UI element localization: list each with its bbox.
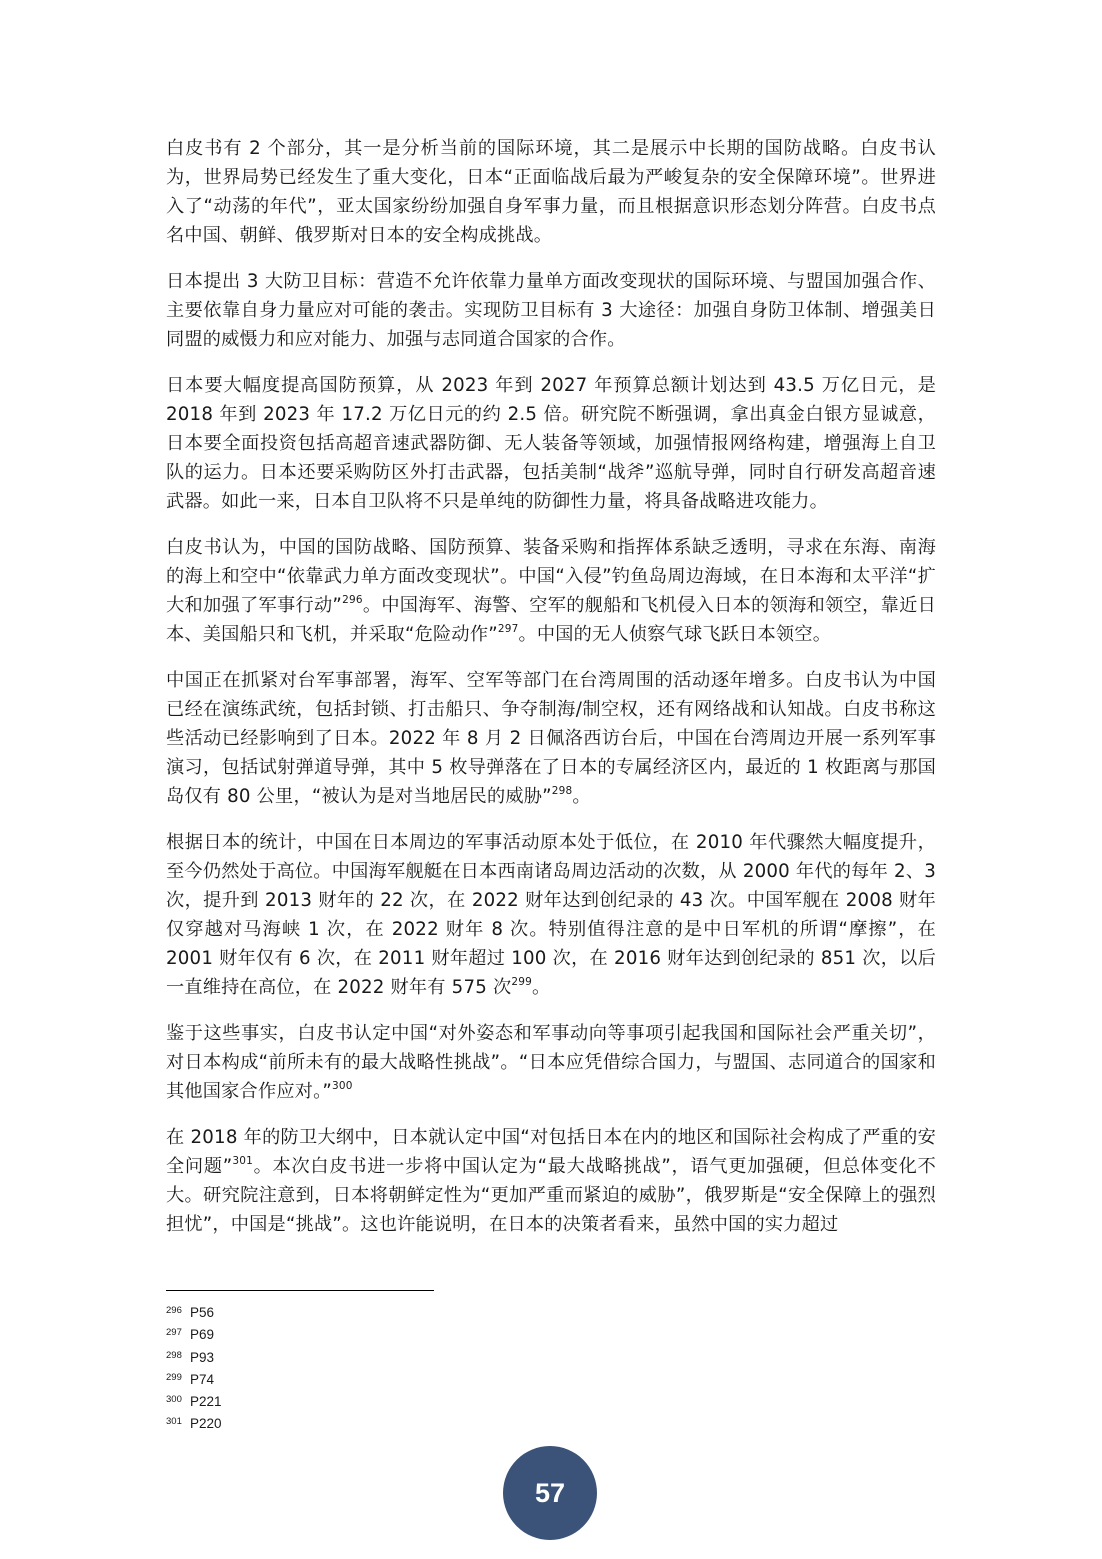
footnote-text: P221 bbox=[190, 1394, 222, 1410]
footnote-item bbox=[166, 1301, 566, 1323]
paragraph-text: 日本要大幅度提高国防预算，从 2023 年到 2027 年预算总额计划达到 43.5 万亿日元，是 2018 年到 2023 年 17.2 万亿日元的约 2.5 倍。研究院不断强调，拿出真金白银方显诚意，日本要全面投资包括高超音速武器防御、无人装备等领域，加强情报网络构建，增强海上自卫队的运力。日本还要采购防区外打击武器，包括美制“战斧”巡航导弹，同时自行研发高超音速武器。如此一来，日本自卫队将不只是单纯的防御性力量，将具备战略进攻能力。 bbox=[166, 375, 936, 512]
paragraph-text: 鉴于这些事实，白皮书认定中国“对外姿态和军事动向等事项引起我国和国际社会严重关切”，对日本构成“前所未有的最大战略性挑战”。“日本应凭借综合国力，与盟国、志同道合的国家和其他国家合作应对。” bbox=[166, 1023, 936, 1102]
footnote-ref[interactable]: 300 bbox=[332, 1079, 353, 1092]
paragraph-text: 根据日本的统计，中国在日本周边的军事活动原本处于低位，在 2010 年代骤然大幅度提升，至今仍然处于高位。中国海军舰艇在日本西南诸岛周边活动的次数，从 2000 年代的每年 2、3 次，提升到 2013 财年的 22 次，在 2022 财年达到创纪录的 43 次。中国军舰在 2008 财年仅穿越对马海峡 1 次，在 2022 财年 8 次。特别值得注意的是中日军机的所谓“摩擦”，在 2001 财年仅有 6 次，在 2011 财年超过 100 次，在 2016 财年达到创纪录的 851 次，以后一直维持在高位，在 2022 财年有 575 次 bbox=[166, 832, 936, 998]
paragraph-2 bbox=[166, 267, 936, 354]
paragraph-text: 日本提出 3 大防卫目标：营造不允许依靠力量单方面改变现状的国际环境、与盟国加强合作、主要依靠自身力量应对可能的袭击。实现防卫目标有 3 大途径：加强自身防卫体制、增强美日同盟的威慑力和应对能力、加强与志同道合国家的合作。 bbox=[166, 271, 936, 350]
footnote-item bbox=[166, 1412, 566, 1434]
page-number: 57 bbox=[534, 1477, 566, 1508]
footnote-ref[interactable]: 297 bbox=[497, 622, 519, 635]
paragraph-6 bbox=[166, 828, 936, 1002]
paragraph-1 bbox=[166, 134, 936, 250]
footnote-number: 298 bbox=[166, 1349, 182, 1361]
paragraph-5 bbox=[166, 666, 936, 811]
paragraph-4 bbox=[166, 533, 936, 649]
footnote-item bbox=[166, 1368, 566, 1390]
footnote-text: P93 bbox=[190, 1349, 215, 1365]
page-number-badge bbox=[503, 1446, 597, 1540]
paragraph-text: 。本次白皮书进一步将中国认定为“最大战略挑战”，语气更加强硬，但总体变化不大。研究院注意到，日本将朝鲜定性为“更加严重而紧迫的威胁”，俄罗斯是“安全保障上的强烈担忧”，中国是“挑战”。这也许能说明，在日本的决策者看来，虽然中国的实力超过 bbox=[166, 1156, 936, 1235]
paragraph-text: 。中国的无人侦察气球飞跃日本领空。 bbox=[518, 624, 832, 645]
footnote-ref[interactable]: 296 bbox=[342, 593, 363, 606]
paragraph-text: 。中国海军、海警、空军的舰船和飞机侵入日本的领海和领空，靠近日本、美国船只和飞机，并采取“危险动作” bbox=[166, 595, 936, 645]
footnote-ref[interactable]: 298 bbox=[551, 784, 573, 797]
footnote-number: 301 bbox=[166, 1416, 182, 1428]
paragraph-text: 白皮书认为，中国的国防战略、国防预算、装备采购和指挥体系缺乏透明，寻求在东海、南海的海上和空中“依靠武力单方面改变现状”。中国“入侵”钓鱼岛周边海域，在日本海和太平洋“扩大和加强了军事行动” bbox=[166, 537, 936, 616]
footnote-number: 300 bbox=[166, 1394, 182, 1406]
paragraph-7 bbox=[166, 1019, 936, 1106]
paragraph-text: 在 2018 年的防卫大纲中，日本就认定中国“对包括日本在内的地区和国际社会构成了严重的安全问题” bbox=[166, 1127, 936, 1177]
footnote-number: 299 bbox=[166, 1371, 182, 1383]
footnote-item bbox=[166, 1346, 566, 1368]
footnote-ref[interactable]: 299 bbox=[511, 975, 533, 988]
footnote-divider bbox=[166, 1290, 434, 1291]
footnote-text: P74 bbox=[190, 1371, 215, 1387]
footnote-text: P220 bbox=[190, 1416, 222, 1432]
paragraph-3 bbox=[166, 371, 936, 516]
paragraph-8 bbox=[166, 1123, 936, 1239]
footnote-ref[interactable]: 301 bbox=[232, 1154, 254, 1167]
footnote-text: P69 bbox=[190, 1327, 215, 1343]
footnotes bbox=[166, 1301, 566, 1435]
footnote-item bbox=[166, 1390, 566, 1412]
paragraph-text: 。 bbox=[532, 977, 551, 998]
page-body bbox=[166, 134, 936, 1256]
footnote-text: P56 bbox=[190, 1305, 215, 1320]
paragraph-text: 白皮书有 2 个部分，其一是分析当前的国际环境，其二是展示中长期的国防战略。白皮书认为，世界局势已经发生了重大变化，日本“正面临战后最为严峻复杂的安全保障环境”。世界进入了“动荡的年代”，亚太国家纷纷加强自身军事力量，而且根据意识形态划分阵营。白皮书点名中国、朝鲜、俄罗斯对日本的安全构成挑战。 bbox=[166, 138, 936, 246]
footnote-number: 296 bbox=[166, 1305, 182, 1316]
footnote-item bbox=[166, 1323, 566, 1345]
paragraph-text: 。 bbox=[572, 786, 591, 807]
footnote-number: 297 bbox=[166, 1327, 182, 1339]
paragraph-text: 中国正在抓紧对台军事部署，海军、空军等部门在台湾周围的活动逐年增多。白皮书认为中国已经在演练武统，包括封锁、打击船只、争夺制海/制空权，还有网络战和认知战。白皮书称这些活动已经影响到了日本。2022 年 8 月 2 日佩洛西访台后，中国在台湾周边开展一系列军事演习，包括试射弹道导弹，其中 5 枚导弹落在了日本的专属经济区内，最近的 1 枚距离与那国岛仅有 80 公里，“被认为是对当地居民的威胁” bbox=[166, 670, 936, 807]
